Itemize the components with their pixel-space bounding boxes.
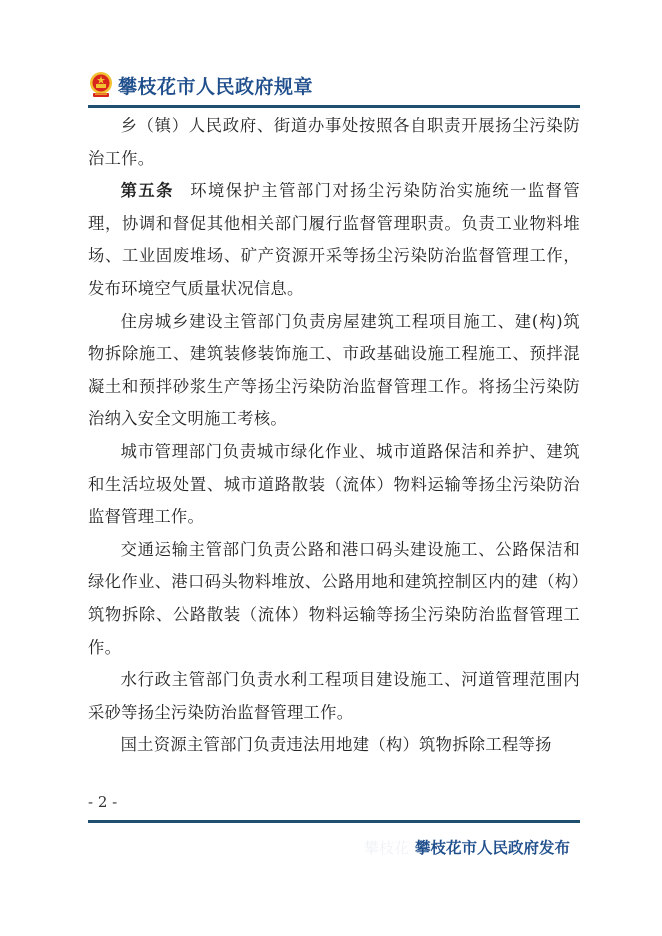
paragraph-text: 环境保护主管部门对扬尘污染防治实施统一监督管理，协调和督促其他相关部门履行监督管理职责。负责工业物料堆场、工业固废堆场、矿产资源开采等扬尘污染防治监督管理工作，发布环境空气质量状况信息。 — [88, 181, 581, 298]
article-number: 第五条 — [120, 181, 174, 201]
page-number: - 2 - — [88, 793, 118, 811]
paragraph — [88, 306, 580, 436]
paragraph-text: 住房城乡建设主管部门负责房屋建筑工程项目施工、建(构)筑物拆除施工、建筑装修装饰施工、市政基础设施工程施工、预拌混凝土和预拌砂浆生产等扬尘污染防治监督管理工作。将扬尘污染防治纳入安全文明施工考核。 — [88, 311, 580, 429]
document-footer — [350, 836, 570, 858]
article-paragraph — [88, 175, 580, 305]
paragraph-text: 水行政主管部门负责水利工程项目建设施工、河道管理范围内采砂等扬尘污染防治监督管理工作。 — [88, 670, 580, 722]
header-title: 攀枝花市人民政府规章 — [118, 75, 314, 98]
paragraph-text: 国土资源主管部门负责违法用地建（构）筑物拆除工程等扬 — [120, 735, 552, 755]
publisher-label: 攀枝花市人民政府发布 — [414, 839, 570, 857]
paragraph — [88, 534, 580, 664]
paragraph — [88, 664, 580, 729]
national-emblem-icon — [88, 71, 114, 99]
header-divider — [88, 105, 580, 108]
document-body — [88, 110, 580, 762]
paragraph-text: 交通运输主管部门负责公路和港口码头建设施工、公路保洁和绿化作业、港口码头物料堆放、公路用地和建筑控制区内的建（构）筑物拆除、公路散装（流体）物料运输等扬尘污染防治监督管理工作。 — [88, 539, 580, 657]
paragraph-text: 城市管理部门负责城市绿化作业、城市道路保洁和养护、建筑和生活垃圾处置、城市道路散装（流体）物料运输等扬尘污染防治监督管理工作。 — [88, 441, 580, 527]
paragraph — [88, 110, 580, 175]
paragraph — [88, 436, 580, 534]
paragraph — [88, 729, 580, 762]
document-header — [88, 68, 313, 102]
footer-divider — [88, 820, 580, 823]
paragraph-text: 乡（镇）人民政府、街道办事处按照各自职责开展扬尘污染防治工作。 — [88, 116, 580, 168]
watermark: 攀枝花 — [363, 839, 409, 857]
